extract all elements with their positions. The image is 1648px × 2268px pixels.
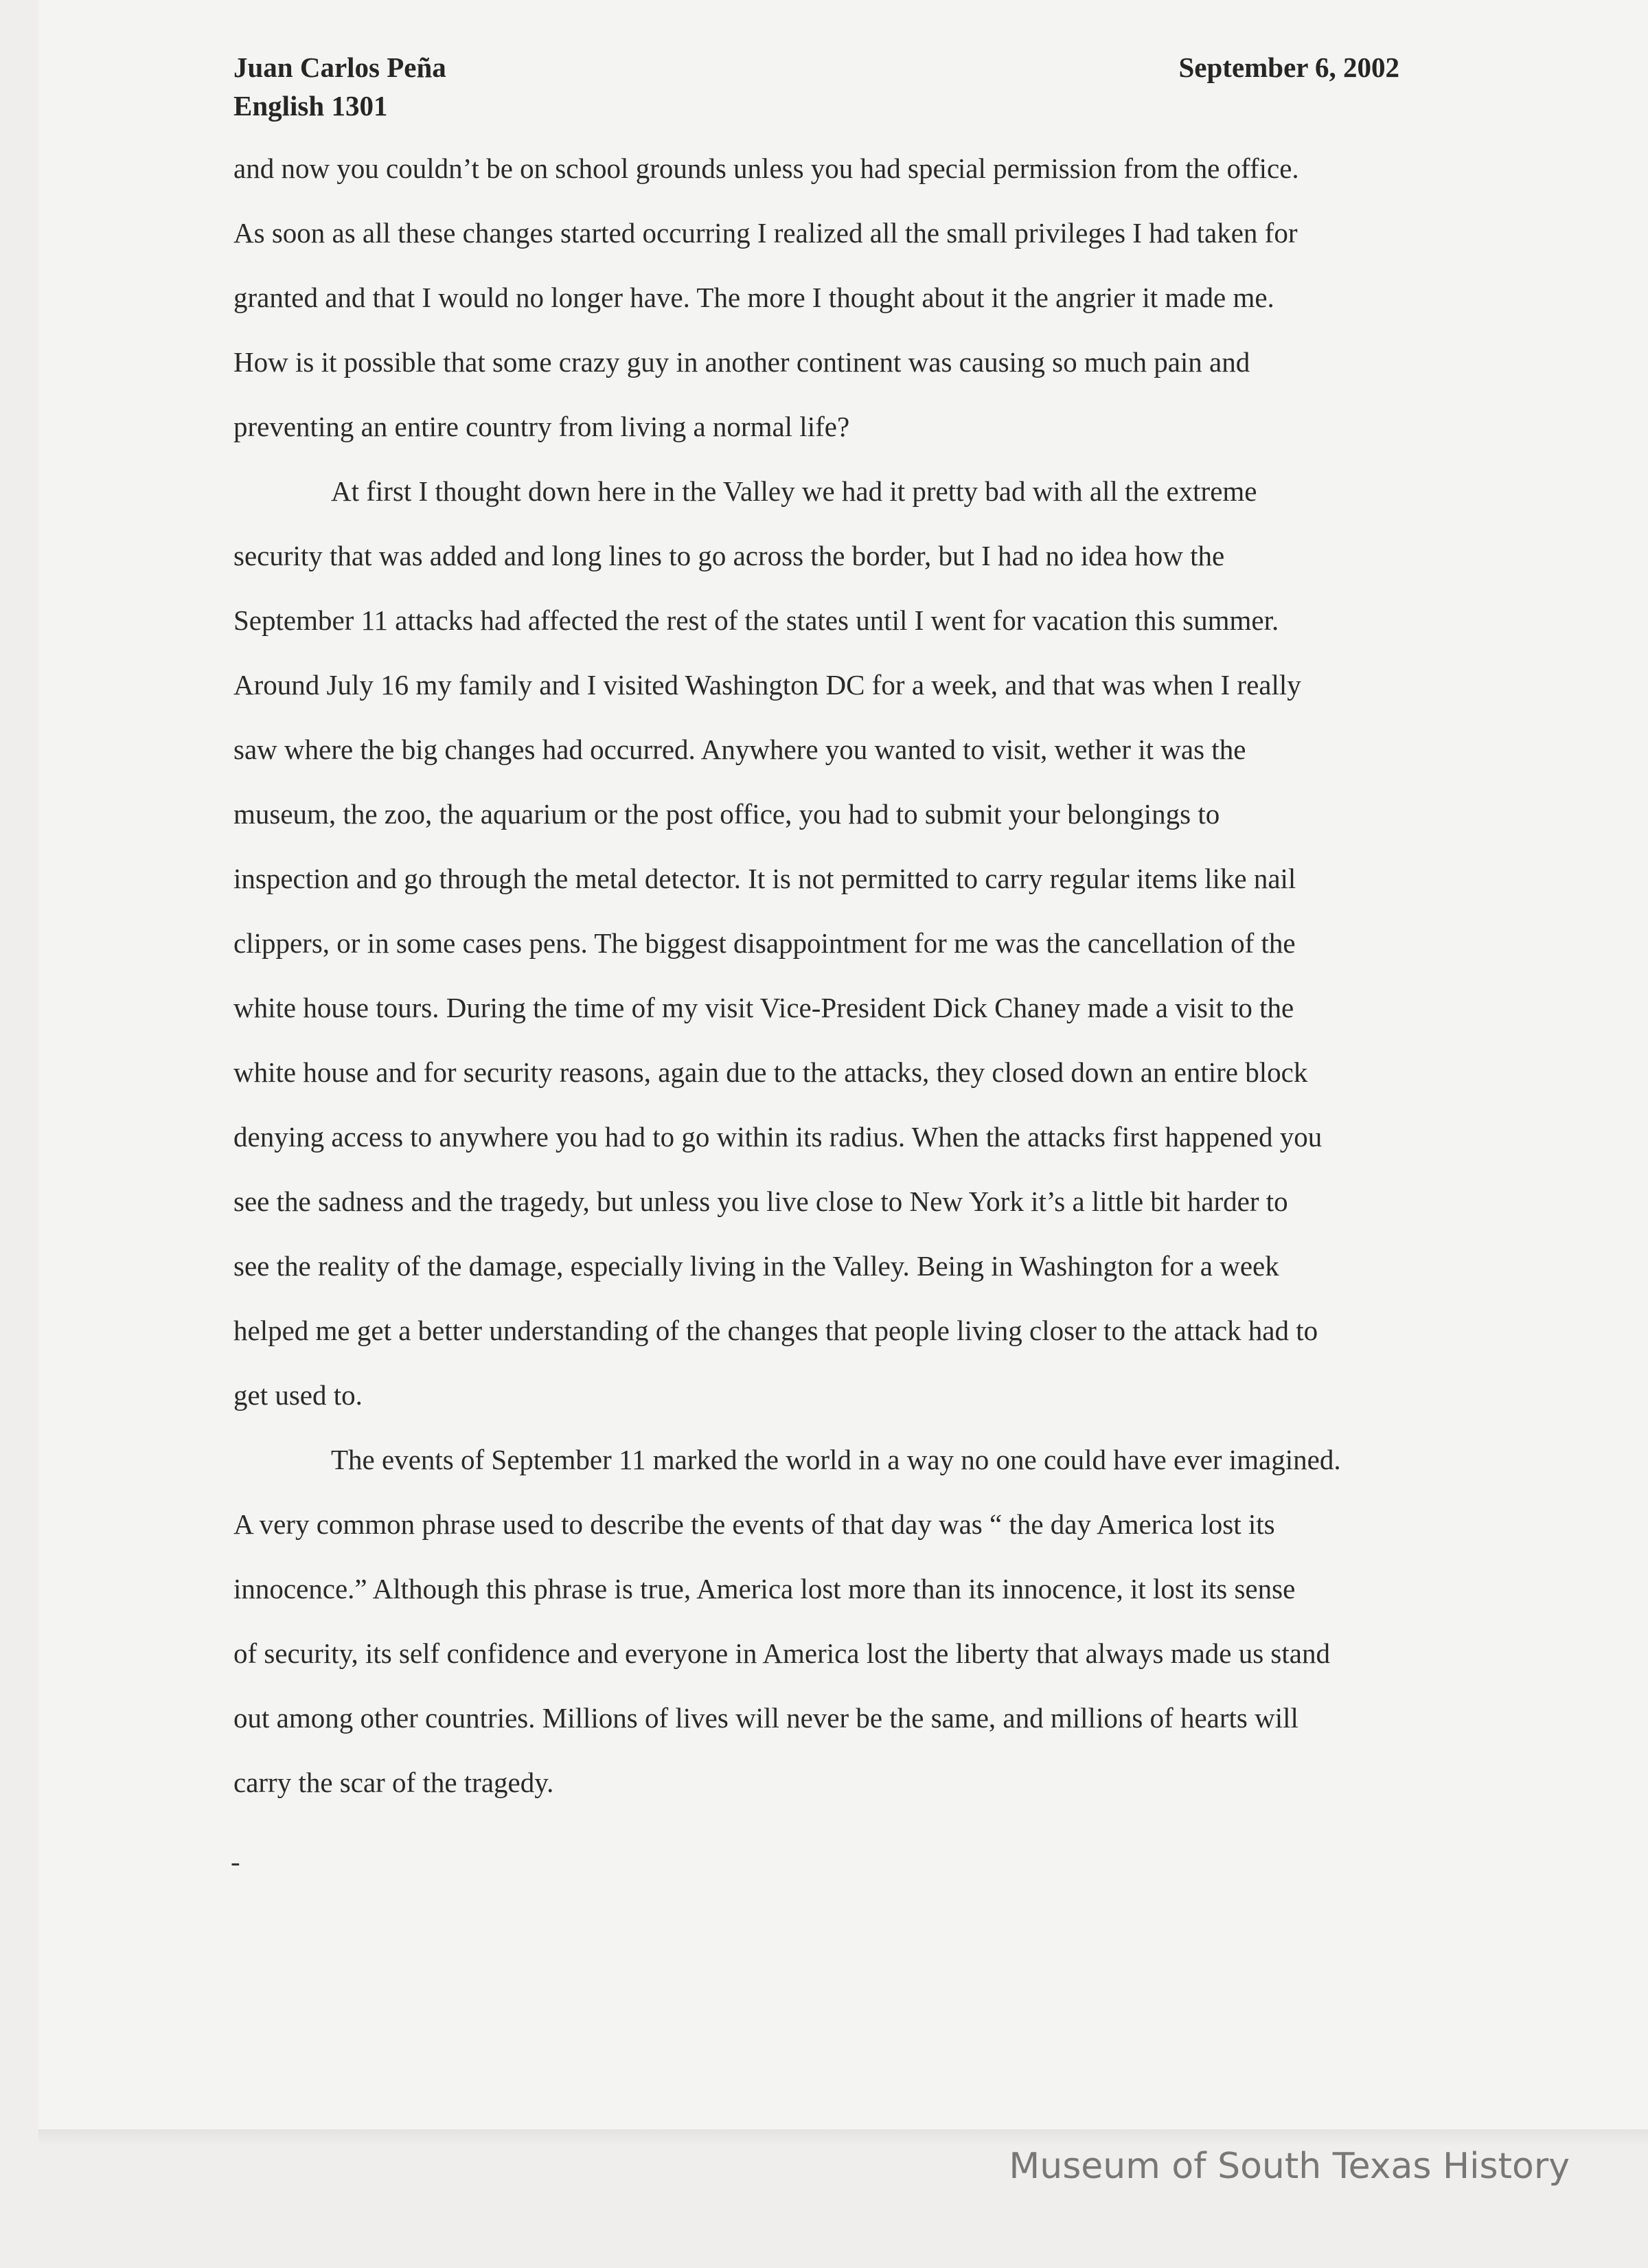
museum-watermark: Museum of South Texas History (1009, 2146, 1570, 2187)
essay-line: A very common phrase used to describe the events of that day was “ the day America lost its (233, 1508, 1275, 1540)
trailing-dash: - (231, 1846, 240, 1877)
essay-line: see the sadness and the tragedy, but unless you live close to New York it’s a little bit harder to (233, 1186, 1288, 1217)
essay-line: helped me get a better understanding of the changes that people living closer to the attack had to (233, 1315, 1318, 1346)
essay-line: of security, its self confidence and everyone in America lost the liberty that always made us stand (233, 1637, 1330, 1669)
essay-date: September 6, 2002 (1178, 52, 1399, 83)
essay-line: At first I thought down here in the Valley we had it pretty bad with all the extreme (331, 475, 1257, 507)
essay-line: see the reality of the damage, especially living in the Valley. Being in Washington for a week (233, 1250, 1279, 1282)
essay-line: white house tours. During the time of my visit Vice-President Dick Chaney made a visit to the (233, 992, 1294, 1023)
essay-line: and now you couldn’t be on school grounds unless you had special permission from the office. (233, 152, 1299, 184)
essay-line: granted and that I would no longer have. The more I thought about it the angrier it made me. (233, 282, 1274, 313)
essay-line: white house and for security reasons, again due to the attacks, they closed down an entire block (233, 1056, 1308, 1088)
essay-line: carry the scar of the tragedy. (233, 1767, 554, 1798)
essay-line: inspection and go through the metal detector. It is not permitted to carry regular items like nail (233, 863, 1296, 894)
essay-line: As soon as all these changes started occurring I realized all the small privileges I had taken for (233, 217, 1298, 249)
essay-line: museum, the zoo, the aquarium or the post office, you had to submit your belongings to (233, 798, 1220, 830)
course-name: English 1301 (233, 90, 388, 122)
essay-line: security that was added and long lines to go across the border, but I had no idea how the (233, 540, 1225, 571)
essay-line: Around July 16 my family and I visited Washington DC for a week, and that was when I really (233, 669, 1301, 701)
essay-line: get used to. (233, 1379, 363, 1411)
essay-line: September 11 attacks had affected the rest of the states until I went for vacation this summer. (233, 604, 1279, 636)
essay-line: innocence.” Although this phrase is true, America lost more than its innocence, it lost its sense (233, 1573, 1296, 1604)
author-name: Juan Carlos Peña (233, 52, 446, 83)
essay-line: denying access to anywhere you had to go within its radius. When the attacks first happened you (233, 1121, 1323, 1153)
essay-body (233, 148, 1341, 1826)
essay-line: The events of September 11 marked the world in a way no one could have ever imagined. (331, 1444, 1341, 1475)
essay-line: saw where the big changes had occurred. Anywhere you wanted to visit, wether it was the (233, 734, 1246, 765)
essay-line: How is it possible that some crazy guy in another continent was causing so much pain and (233, 346, 1250, 378)
essay-line: clippers, or in some cases pens. The biggest disappointment for me was the cancellation of the (233, 927, 1296, 959)
essay-line: out among other countries. Millions of lives will never be the same, and millions of hearts will (233, 1702, 1298, 1734)
essay-line: preventing an entire country from living a normal life? (233, 411, 850, 442)
